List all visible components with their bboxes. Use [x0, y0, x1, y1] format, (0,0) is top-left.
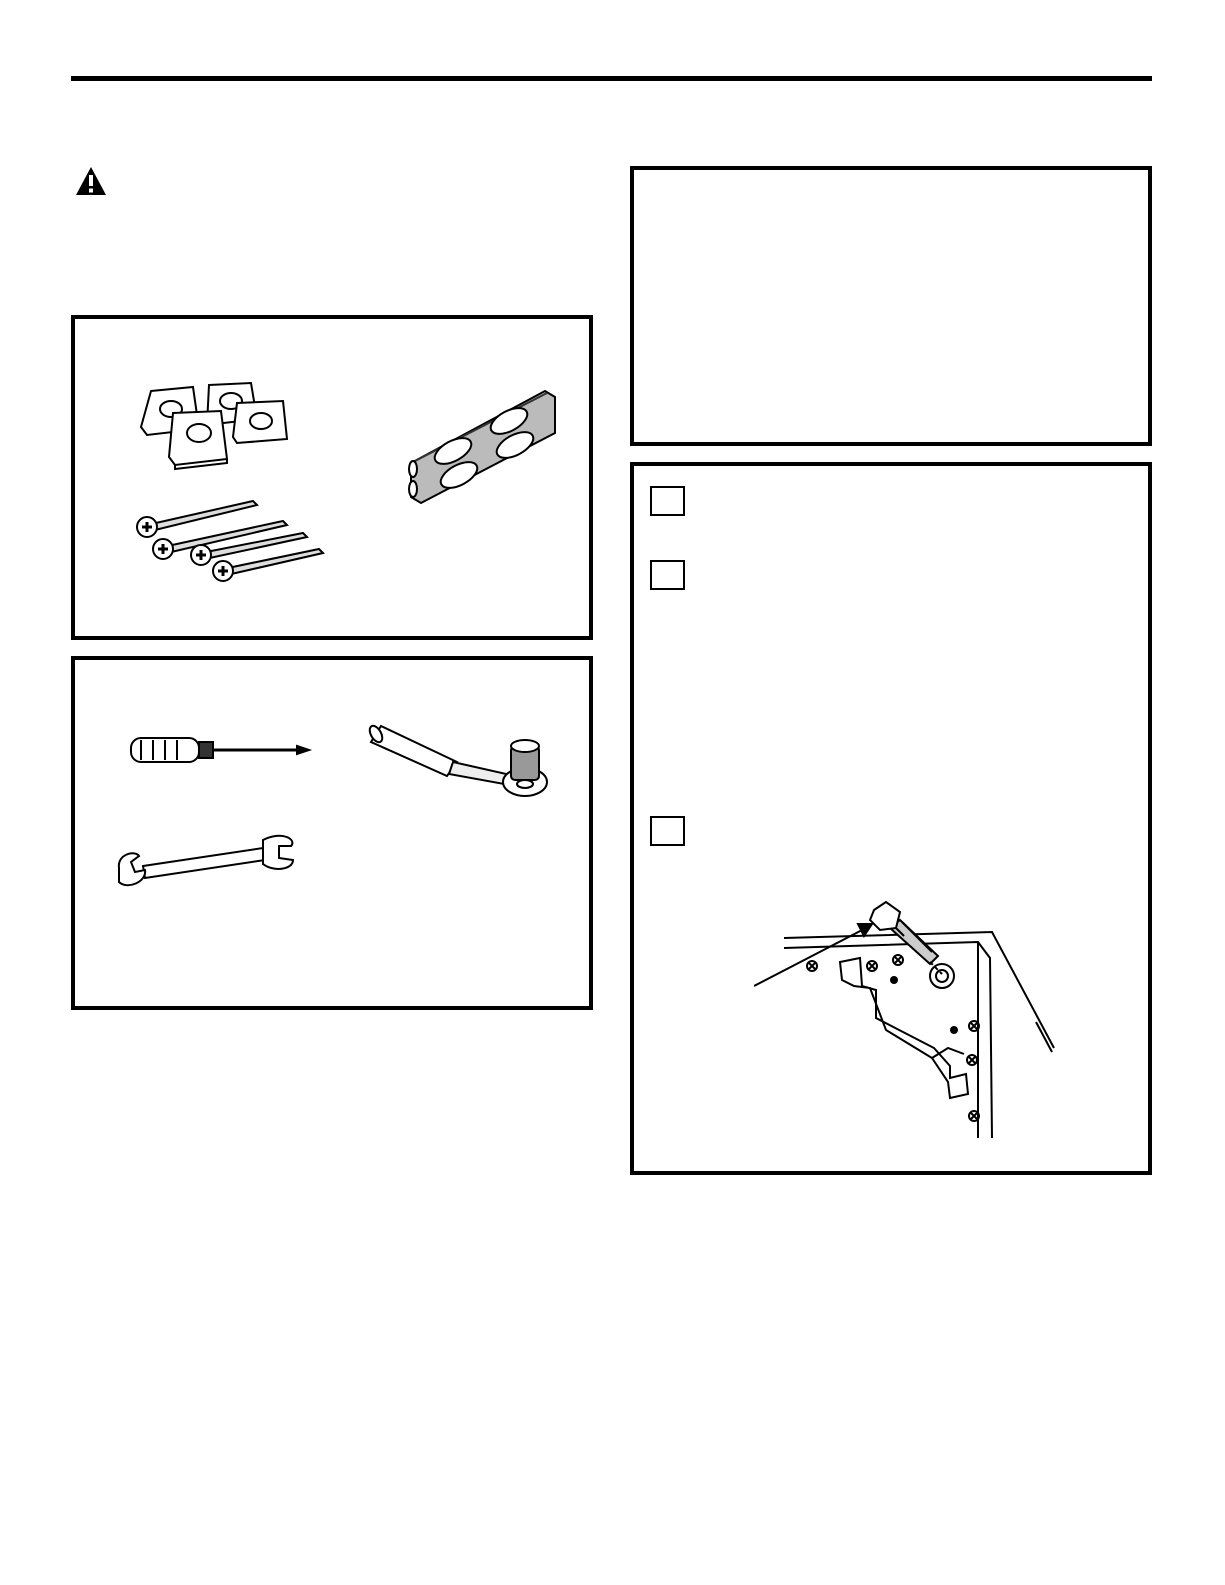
- parts-supplied-panel: [71, 315, 593, 640]
- header-rule: [71, 76, 1152, 81]
- note-panel: [630, 166, 1152, 446]
- warning-triangle-icon: [75, 166, 107, 196]
- socket-wrench-icon: [365, 720, 555, 802]
- step-checkbox-2[interactable]: [650, 560, 685, 590]
- open-end-wrench-icon: [113, 830, 297, 894]
- shipping-bolt-removal-illustration: [754, 898, 1064, 1148]
- phillips-screwdriver-icon: [127, 732, 313, 768]
- mounting-screw-icon: [133, 497, 333, 585]
- tools-needed-panel: [71, 656, 593, 1010]
- leveling-leg-cup-icon: [137, 381, 297, 473]
- installation-steps-panel: [630, 462, 1152, 1175]
- step-checkbox-1[interactable]: [650, 486, 685, 516]
- step-checkbox-3[interactable]: [650, 816, 685, 846]
- adhesive-foot-pad-sheet-icon: [405, 385, 565, 505]
